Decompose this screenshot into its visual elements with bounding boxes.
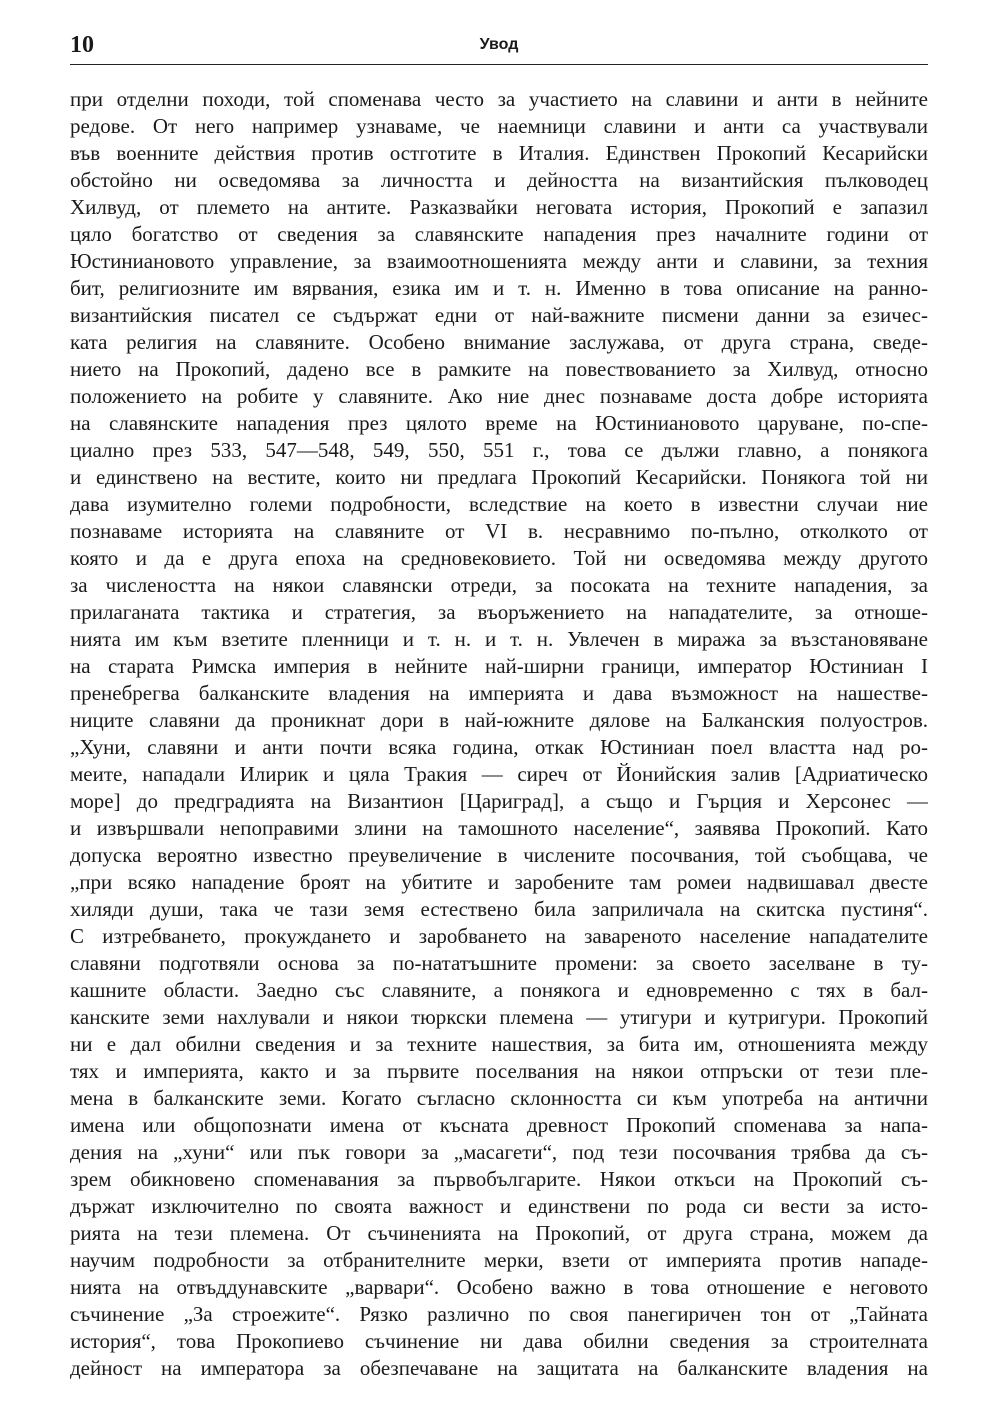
text-line: Хилвуд, от племето на антите. Разказвайки неговата история, Прокопий е запазил — [70, 195, 928, 219]
text-line: меите, нападали Илирик и цяла Тракия — сиреч от Йонийския залив [Адриатическо — [70, 762, 928, 786]
text-line: положението на робите у славяните. Ако ние днес познаваме доста добре историята — [70, 384, 928, 408]
text-line: канските земи нахлували и някои тюркски племена — утигури и кутригури. Прокопий — [70, 1005, 928, 1029]
text-line: „Хуни, славяни и анти почти всяка година, откак Юстиниан поел властта над ро- — [70, 735, 928, 759]
text-line: познаваме историята на славяните от VI в. несравнимо по-пълно, отколкото от — [70, 519, 928, 543]
text-line: ниците славяни да проникнат дори в най-южните дялове на Балканския полуостров. — [70, 708, 928, 732]
text-line: нието на Прокопий, дадено все в рамките на повествованието за Хилвуд, относно — [70, 357, 928, 381]
text-line: за числеността на някои славянски отреди, за посоката на техните нападения, за — [70, 573, 928, 597]
text-line: редове. От него например узнаваме, че наемници славини и анти са участвували — [70, 114, 928, 138]
text-line: съчинение „За строежите“. Рязко различно по своя панегиричен тон от „Тайната — [70, 1302, 928, 1326]
text-line: море] до предградията на Византион [Цариград], а също и Гърция и Херсонес — — [70, 789, 928, 813]
text-line: история“, това Прокопиево съчинение ни дава обилни сведения за строителната — [70, 1329, 928, 1353]
text-line: дения на „хуни“ или пък говори за „масагети“, под тези посочвания трябва да съ- — [70, 1140, 928, 1164]
text-line: държат изключително по своята важност и единствени по рода си вести за исто- — [70, 1194, 928, 1218]
text-line: нията на отвъддунавските „варвари“. Особено важно в това отношение е неговото — [70, 1275, 928, 1299]
text-line: на славянските нападения през цялото време на Юстиниановото царуване, по-спе- — [70, 411, 928, 435]
text-line: която и да е друга епоха на средновековието. Той ни осведомява между другото — [70, 546, 928, 570]
page-number: 10 — [70, 32, 94, 58]
text-line: имена или общопознати имена от късната древност Прокопий споменава за напа- — [70, 1113, 928, 1137]
text-line: на старата Римска империя в нейните най-ширни граници, император Юстиниан I — [70, 654, 928, 678]
text-line: научим подробности за отбранителните мерки, взети от империята против нападе- — [70, 1248, 928, 1272]
text-line: нията им към взетите пленници и т. н. и т. н. Увлечен в миража за възстановяване — [70, 627, 928, 651]
text-line: цяло богатство от сведения за славянските нападения през началните години от — [70, 222, 928, 246]
running-head: Увод — [479, 36, 519, 53]
body-text — [70, 86, 928, 1382]
text-line: дава изумително големи подробности, вследствие на което в известни случаи ние — [70, 492, 928, 516]
text-line: бит, религиозните им вярвания, езика им и т. н. Именно в това описание на ранно- — [70, 276, 928, 300]
text-line: циално през 533, 547—548, 549, 550, 551 г., това се дължи главно, а понякога — [70, 438, 928, 462]
text-line: ката религия на славяните. Особено внимание заслужава, от друга страна, сведе- — [70, 330, 928, 354]
text-line: допуска вероятно известно преувеличение в числените посочвания, той съобщава, че — [70, 843, 928, 867]
text-line: мена в балканските земи. Когато съгласно склонността си към употреба на антични — [70, 1086, 928, 1110]
text-line: при отделни походи, той споменава често за участието на славини и анти в нейните — [70, 87, 928, 111]
text-line: византийския писател се съдържат едни от най-важните писмени данни за езичес- — [70, 303, 928, 327]
text-line: Юстиниановото управление, за взаимоотношенията между анти и славини, за техния — [70, 249, 928, 273]
text-line: славяни подготвяли основа за по-нататъшните промени: за своето заселване в ту- — [70, 951, 928, 975]
text-line: във военните действия против остготите в Италия. Единствен Прокопий Кесарийски — [70, 141, 928, 165]
text-line: С изтребването, прокуждането и заробването на завареното население нападателите — [70, 924, 928, 948]
text-line: рията на тези племена. От съчиненията на Прокопий, от друга страна, можем да — [70, 1221, 928, 1245]
text-line: и единствено на вестите, които ни предлага Прокопий Кесарийски. Понякога той ни — [70, 465, 928, 489]
text-line: дейност на императора за обезпечаване на защитата на балканските владения на — [70, 1356, 928, 1380]
text-line: обстойно ни осведомява за личността и дейността на византийския пълководец — [70, 168, 928, 192]
text-line: кашните области. Заедно със славяните, а понякога и едновременно с тях в бал- — [70, 978, 928, 1002]
text-line: ни е дал обилни сведения и за техните нашествия, за бита им, отношенията между — [70, 1032, 928, 1056]
text-line: „при всяко нападение броят на убитите и заробените там ромеи надвишавал двесте — [70, 870, 928, 894]
text-line: прилаганата тактика и стратегия, за въоръжението на нападателите, за отноше- — [70, 600, 928, 624]
text-line: зрем обикновено споменавания за първобългарите. Някои откъси на Прокопий съ- — [70, 1167, 928, 1191]
page-header — [70, 30, 928, 65]
text-line: пренебрегва балканските владения на империята и дава възможност на нашестве- — [70, 681, 928, 705]
text-line: хиляди души, така че тази земя естествено била заприличала на скитска пустиня“. — [70, 897, 928, 921]
text-line: и извършвали непоправими злини на тамошното население“, заявява Прокопий. Като — [70, 816, 928, 840]
text-line: тях и империята, както и за първите поселвания на някои отпръски от тези пле- — [70, 1059, 928, 1083]
